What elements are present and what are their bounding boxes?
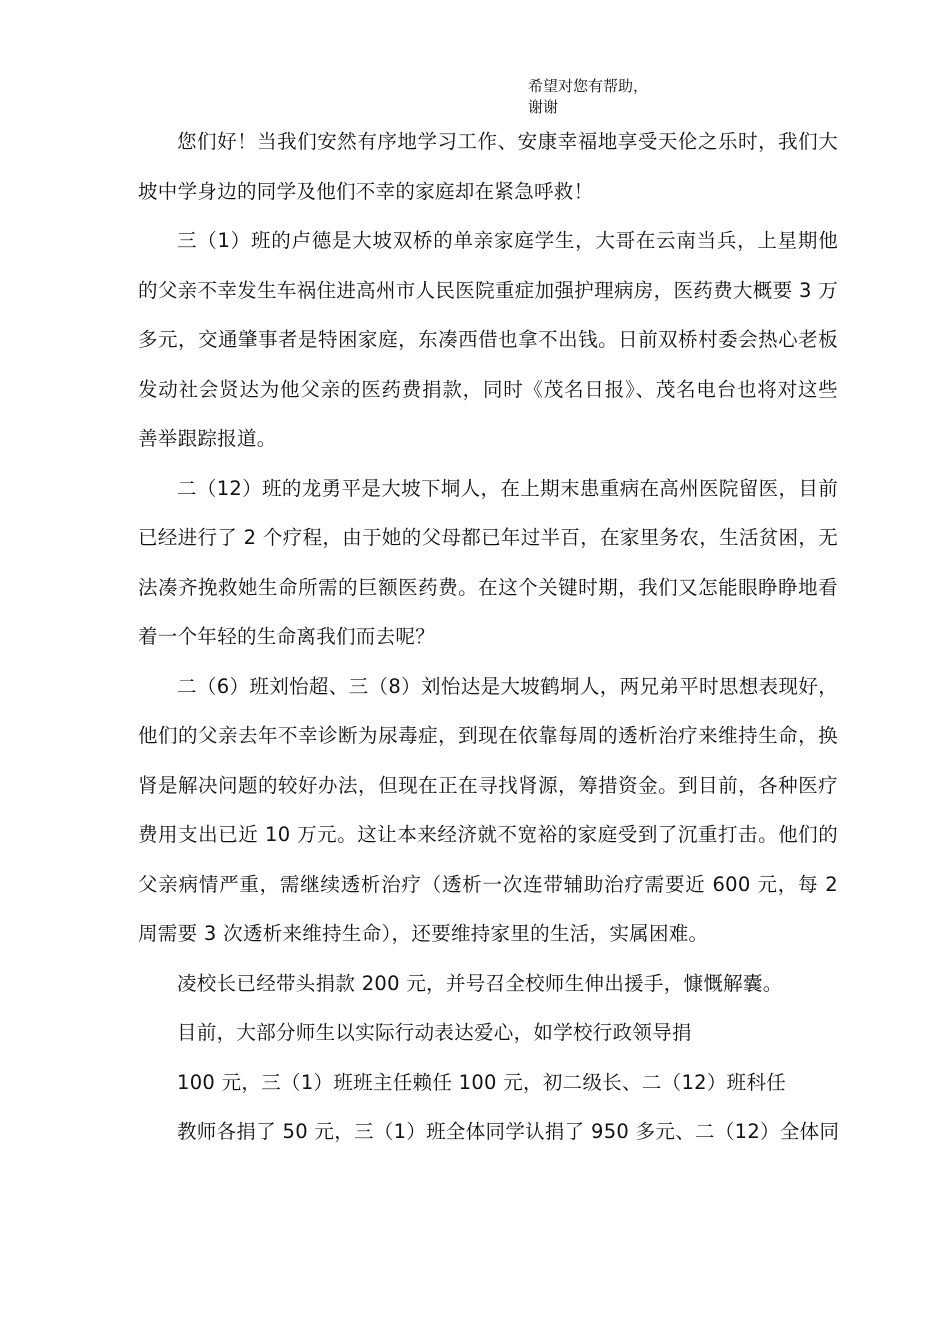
donations-line-1: 凌校长已经带头捐款 200 元，并号召全校师生伸出援手，慷慨解囊。 [177, 971, 783, 995]
donations-line-2: 目前，大部分师生以实际行动表达爱心，如学校行政领导捐 [177, 1021, 692, 1044]
paragraph-donations [138, 959, 838, 1157]
header-note [528, 76, 728, 118]
donations-line-4: 教师各捐了 50 元，三（1）班全体同学认捐了 950 多元、二（12）全体同 [177, 1120, 840, 1143]
paragraph-long-yongping: 二（12）班的龙勇平是大坡下垌人，在上期末患重病在高州医院留医，目前已经进行了 2 个疗程，由于她的父母都已年过半百，在家里务农，生活贫困，无法凑齐挽救她生命所需的巨额医药费。在这个关键时期，我们又怎能眼睁睁地看着一个年轻的生命离我们而去呢？ [138, 476, 838, 648]
body-text [138, 117, 838, 1157]
paragraph-liu-brothers: 二（6）班刘怡超、三（8）刘怡达是大坡鹤垌人，两兄弟平时思想表现好，他们的父亲去年不幸诊断为尿毒症，到现在依靠每周的透析治疗来维持生命，换肾是解决问题的较好办法，但现在正在寻找肾源，筹措资金。到目前，各种医疗费用支出已近 10 万元。这让本来经济就不宽裕的家庭受到了沉重打击。他们的父亲病情严重，需继续透析治疗（透析一次连带辅助治疗需要近 600 元，每 2 周需要 3 次透析来维持生命），还要维持家里的生活，实属困难。 [138, 674, 838, 945]
header-note-line-1: 希望对您有帮助， [528, 77, 649, 95]
paragraph-greeting: 您们好！当我们安然有序地学习工作、安康幸福地享受天伦之乐时，我们大坡中学身边的同学及他们不幸的家庭却在紧急呼救！ [138, 130, 838, 203]
header-note-line-2: 谢谢 [528, 98, 559, 116]
paragraph-lu-de: 三（1）班的卢德是大坡双桥的单亲家庭学生，大哥在云南当兵，上星期他的父亲不幸发生车祸住进高州市人民医院重症加强护理病房，医药费大概要 3 万多元，交通肇事者是特困家庭，东凑西借也拿不出钱。日前双桥村委会热心老板发动社会贤达为他父亲的医药费捐款，同时《茂名日报》、茂名电台也将对这些善举跟踪报道。 [138, 229, 838, 450]
donations-line-3: 100 元，三（1）班班主任赖任 100 元，初二级长、二（12）班科任 [177, 1070, 787, 1094]
